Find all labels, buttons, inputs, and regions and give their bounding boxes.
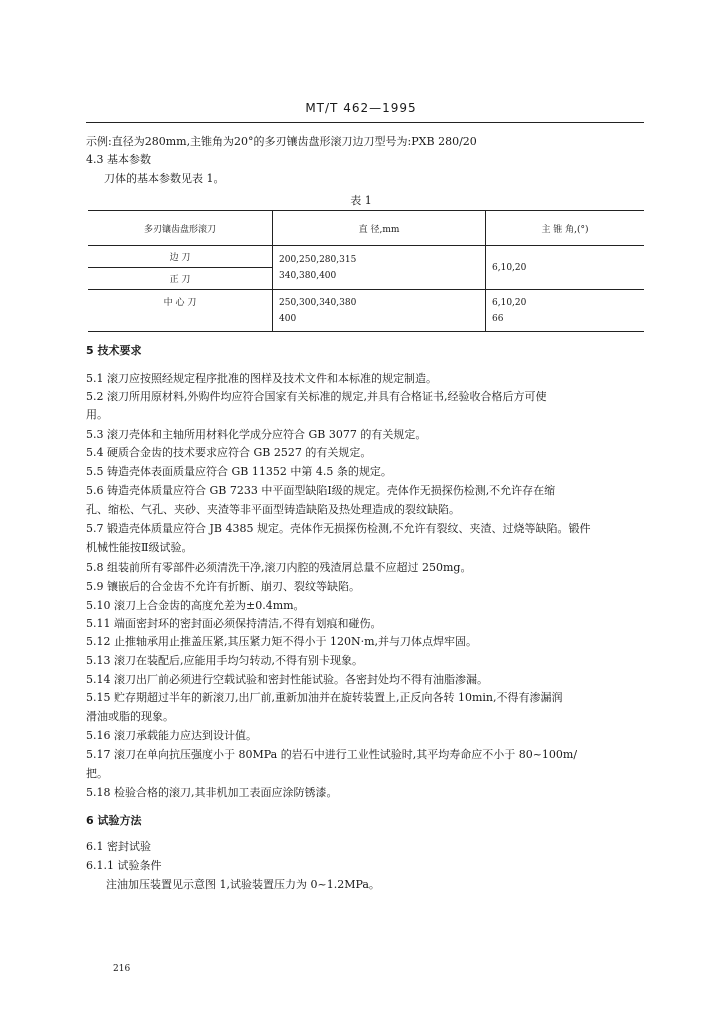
clause-line: 滑油或脂的现象。 (86, 710, 174, 723)
section-4-3-heading: 4.3 基本参数 (86, 153, 151, 166)
cell-line: 250,300,340,380 (279, 297, 357, 308)
clause-line: 5.4 硬质合金齿的技术要求应符合 GB 2527 的有关规定。 (86, 446, 372, 459)
standard-number: MT/T 462—1995 (305, 101, 417, 115)
header-rule (86, 122, 644, 123)
clause-line: 5.6 铸造壳体质量应符合 GB 7233 中平面型缺陷Ⅰ级的规定。壳体作无损探伤检测,不允许存在缩 (86, 484, 556, 497)
clause-line: 机械性能按Ⅱ级试验。 (86, 541, 193, 554)
table-cell: 边 刀 (88, 246, 273, 268)
clause-line: 6.1.1 试验条件 (86, 859, 162, 872)
cell-line: 66 (492, 313, 504, 324)
clause-line: 5.1 滚刀应按照经规定程序批准的图样及技术文件和本标准的规定制造。 (86, 372, 437, 385)
cell-line: 340,380,400 (279, 270, 337, 281)
cell-line: 6,10,20 (492, 297, 527, 308)
table-cell (273, 246, 486, 290)
table-row (88, 290, 644, 332)
parameters-table (88, 210, 644, 332)
clause-line: 5.12 止推轴承用止推盖压紧,其压紧力矩不得小于 120N·m,并与刀体点焊牢固。 (86, 635, 478, 648)
clause-line: 5.9 镶嵌后的合金齿不允许有折断、崩刃、裂纹等缺陷。 (86, 580, 360, 593)
example-text: 示例:直径为280mm,主锥角为20°的多刃镶齿盘形滚刀边刀型号为:PXB 280/20 (86, 135, 477, 148)
table-cell: 中 心 刀 (88, 290, 273, 332)
clause-line: 5.8 组装前所有零部件必须清洗干净,滚刀内腔的残渣屑总量不应超过 250mg。 (86, 561, 472, 574)
table-row (88, 246, 644, 268)
page-number: 216 (113, 964, 131, 974)
clause-line: 孔、缩松、气孔、夹砂、夹渣等非平面型铸造缺陷及热处理造成的裂纹缺陷。 (86, 503, 460, 516)
clause-line: 5.17 滚刀在单向抗压强度小于 80MPa 的岩石中进行工业性试验时,其平均寿命应不小于 80~100m/ (86, 748, 578, 761)
clause-line: 5.11 端面密封环的密封面必须保持清洁,不得有划痕和碰伤。 (86, 617, 382, 630)
table-cell: 6,10,20 (492, 262, 527, 273)
table-header-cell: 主 锥 角,(°) (486, 211, 645, 246)
clause-line: 6.1 密封试验 (86, 840, 151, 853)
clause-line: 5.10 滚刀上合金齿的高度允差为±0.4mm。 (86, 599, 305, 612)
clause-line: 5.7 锻造壳体质量应符合 JB 4385 规定。壳体作无损探伤检测,不允许有裂纹、夹渣、过烧等缺陷。锻件 (86, 522, 591, 535)
clause-line: 5.5 铸造壳体表面质量应符合 GB 11352 中第 4.5 条的规定。 (86, 465, 392, 478)
clause-line: 5.18 检验合格的滚刀,其非机加工表面应涂防锈漆。 (86, 786, 338, 799)
clause-line: 5.2 滚刀所用原材料,外购件均应符合国家有关标准的规定,并具有合格证书,经验收合格后方可使 (86, 390, 547, 403)
clause-line: 5.16 滚刀承载能力应达到设计值。 (86, 729, 257, 742)
section-5-heading: 5 技术要求 (86, 344, 142, 357)
cell-line: 200,250,280,315 (279, 254, 357, 265)
clause-line: 5.13 滚刀在装配后,应能用手均匀转动,不得有别卡现象。 (86, 654, 363, 667)
cell-line: 400 (279, 313, 297, 324)
clause-line: 5.3 滚刀壳体和主轴所用材料化学成分应符合 GB 3077 的有关规定。 (86, 428, 427, 441)
table-header-cell: 多刃镶齿盘形滚刀 (88, 211, 273, 246)
table-cell: 正 刀 (88, 268, 273, 290)
clause-line: 用。 (86, 408, 108, 421)
table-cell (486, 290, 645, 332)
table-header-cell: 直 径,mm (273, 211, 486, 246)
table-caption: 表 1 (350, 194, 372, 207)
clause-line: 5.15 贮存期超过半年的新滚刀,出厂前,重新加油并在旋转装置上,正反向各转 10min,不得有渗漏润 (86, 691, 563, 704)
clause-line: 把。 (86, 767, 108, 780)
section-4-3-text: 刀体的基本参数见表 1。 (104, 172, 225, 185)
clause-line: 5.14 滚刀出厂前必须进行空载试验和密封性能试验。各密封处均不得有油脂渗漏。 (86, 673, 488, 686)
clause-line: 注油加压装置见示意图 1,试验装置压力为 0~1.2MPa。 (106, 878, 380, 891)
section-6-heading: 6 试验方法 (86, 814, 142, 827)
table-cell (273, 290, 486, 332)
